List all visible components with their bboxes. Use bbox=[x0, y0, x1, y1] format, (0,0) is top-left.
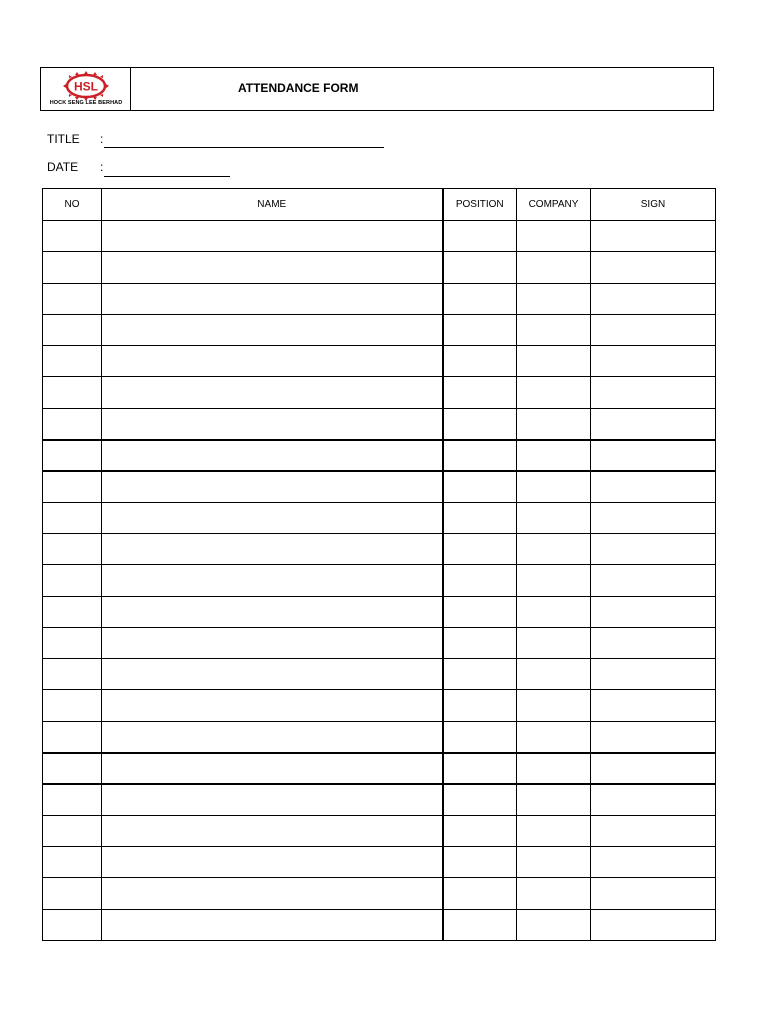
cell-position[interactable] bbox=[443, 252, 517, 283]
cell-no[interactable] bbox=[43, 565, 102, 596]
title-input-line[interactable] bbox=[104, 147, 384, 148]
cell-name[interactable] bbox=[102, 753, 443, 784]
cell-no[interactable] bbox=[43, 690, 102, 721]
cell-position[interactable] bbox=[443, 471, 517, 502]
cell-no[interactable] bbox=[43, 627, 102, 658]
table-row bbox=[43, 283, 716, 314]
cell-no[interactable] bbox=[43, 346, 102, 377]
col-header-no: NO bbox=[43, 189, 102, 221]
cell-position[interactable] bbox=[443, 283, 517, 314]
cell-no[interactable] bbox=[43, 596, 102, 627]
cell-name[interactable] bbox=[102, 440, 443, 471]
table-row bbox=[43, 878, 716, 909]
cell-position[interactable] bbox=[443, 878, 517, 909]
cell-no[interactable] bbox=[43, 408, 102, 439]
cell-sign[interactable] bbox=[591, 440, 716, 471]
cell-sign[interactable] bbox=[591, 909, 716, 940]
col-header-position: POSITION bbox=[443, 189, 517, 221]
cell-company[interactable] bbox=[517, 909, 591, 940]
cell-company[interactable] bbox=[517, 346, 591, 377]
table-row bbox=[43, 377, 716, 408]
table-row bbox=[43, 346, 716, 377]
cell-name[interactable] bbox=[102, 408, 443, 439]
cell-name[interactable] bbox=[102, 377, 443, 408]
table-row bbox=[43, 846, 716, 877]
cell-sign[interactable] bbox=[591, 627, 716, 658]
cell-sign[interactable] bbox=[591, 314, 716, 345]
table-row bbox=[43, 909, 716, 940]
cell-company[interactable] bbox=[517, 252, 591, 283]
cell-company[interactable] bbox=[517, 815, 591, 846]
table-row bbox=[43, 627, 716, 658]
cell-sign[interactable] bbox=[591, 565, 716, 596]
cell-sign[interactable] bbox=[591, 878, 716, 909]
table-row bbox=[43, 721, 716, 752]
cell-position[interactable] bbox=[443, 221, 517, 252]
date-colon: : bbox=[100, 160, 104, 174]
cell-name[interactable] bbox=[102, 846, 443, 877]
table-header-row bbox=[43, 189, 716, 221]
cell-company[interactable] bbox=[517, 502, 591, 533]
cell-sign[interactable] bbox=[591, 721, 716, 752]
cell-company[interactable] bbox=[517, 753, 591, 784]
col-header-name: NAME bbox=[102, 189, 443, 221]
cell-company[interactable] bbox=[517, 377, 591, 408]
cell-name[interactable] bbox=[102, 878, 443, 909]
cell-position[interactable] bbox=[443, 377, 517, 408]
cell-sign[interactable] bbox=[591, 753, 716, 784]
form-header bbox=[40, 67, 714, 111]
cell-company[interactable] bbox=[517, 565, 591, 596]
title-colon: : bbox=[100, 132, 104, 146]
cell-sign[interactable] bbox=[591, 596, 716, 627]
cell-position[interactable] bbox=[443, 502, 517, 533]
cell-sign[interactable] bbox=[591, 815, 716, 846]
cell-position[interactable] bbox=[443, 721, 517, 752]
cell-position[interactable] bbox=[443, 314, 517, 345]
cell-company[interactable] bbox=[517, 784, 591, 815]
cell-company[interactable] bbox=[517, 440, 591, 471]
cell-sign[interactable] bbox=[591, 283, 716, 314]
cell-sign[interactable] bbox=[591, 846, 716, 877]
cell-sign[interactable] bbox=[591, 690, 716, 721]
table-row bbox=[43, 690, 716, 721]
cell-name[interactable] bbox=[102, 784, 443, 815]
date-input-line[interactable] bbox=[104, 176, 230, 177]
cell-name[interactable] bbox=[102, 533, 443, 564]
cell-name[interactable] bbox=[102, 909, 443, 940]
table-row bbox=[43, 440, 716, 471]
table-row bbox=[43, 502, 716, 533]
cell-no[interactable] bbox=[43, 283, 102, 314]
cell-no[interactable] bbox=[43, 440, 102, 471]
table-row bbox=[43, 784, 716, 815]
cell-sign[interactable] bbox=[591, 252, 716, 283]
cell-sign[interactable] bbox=[591, 221, 716, 252]
cell-sign[interactable] bbox=[591, 533, 716, 564]
cell-company[interactable] bbox=[517, 221, 591, 252]
cell-no[interactable] bbox=[43, 471, 102, 502]
table-row bbox=[43, 533, 716, 564]
table-row bbox=[43, 314, 716, 345]
table-row bbox=[43, 565, 716, 596]
table-row bbox=[43, 252, 716, 283]
table-row bbox=[43, 596, 716, 627]
cell-position[interactable] bbox=[443, 346, 517, 377]
cell-position[interactable] bbox=[443, 753, 517, 784]
cell-sign[interactable] bbox=[591, 784, 716, 815]
cell-name[interactable] bbox=[102, 565, 443, 596]
cell-no[interactable] bbox=[43, 377, 102, 408]
cell-no[interactable] bbox=[43, 314, 102, 345]
logo-text: HSL bbox=[74, 79, 98, 94]
cell-company[interactable] bbox=[517, 878, 591, 909]
cell-company[interactable] bbox=[517, 533, 591, 564]
col-header-sign: SIGN bbox=[591, 189, 716, 221]
cell-no[interactable] bbox=[43, 533, 102, 564]
cell-name[interactable] bbox=[102, 346, 443, 377]
cell-company[interactable] bbox=[517, 596, 591, 627]
company-caption: HOCK SENG LEE BERHAD bbox=[49, 100, 123, 106]
cell-name[interactable] bbox=[102, 659, 443, 690]
table-row bbox=[43, 753, 716, 784]
table-row bbox=[43, 408, 716, 439]
cell-no[interactable] bbox=[43, 659, 102, 690]
cell-name[interactable] bbox=[102, 502, 443, 533]
table-row bbox=[43, 471, 716, 502]
cell-position[interactable] bbox=[443, 627, 517, 658]
table-row bbox=[43, 815, 716, 846]
table-row bbox=[43, 659, 716, 690]
cell-company[interactable] bbox=[517, 721, 591, 752]
cell-no[interactable] bbox=[43, 815, 102, 846]
cell-position[interactable] bbox=[443, 565, 517, 596]
hsl-logo-icon bbox=[63, 71, 109, 101]
cell-company[interactable] bbox=[517, 408, 591, 439]
cell-no[interactable] bbox=[43, 784, 102, 815]
cell-name[interactable] bbox=[102, 283, 443, 314]
cell-position[interactable] bbox=[443, 659, 517, 690]
cell-no[interactable] bbox=[43, 252, 102, 283]
cell-no[interactable] bbox=[43, 878, 102, 909]
cell-position[interactable] bbox=[443, 815, 517, 846]
cell-sign[interactable] bbox=[591, 346, 716, 377]
cell-name[interactable] bbox=[102, 221, 443, 252]
cell-name[interactable] bbox=[102, 252, 443, 283]
cell-no[interactable] bbox=[43, 502, 102, 533]
cell-no[interactable] bbox=[43, 909, 102, 940]
table-row bbox=[43, 221, 716, 252]
cell-name[interactable] bbox=[102, 690, 443, 721]
cell-position[interactable] bbox=[443, 596, 517, 627]
cell-company[interactable] bbox=[517, 627, 591, 658]
logo-cell bbox=[41, 68, 131, 110]
cell-name[interactable] bbox=[102, 471, 443, 502]
cell-name[interactable] bbox=[102, 596, 443, 627]
cell-position[interactable] bbox=[443, 846, 517, 877]
attendance-rows bbox=[43, 221, 716, 941]
cell-position[interactable] bbox=[443, 909, 517, 940]
cell-position[interactable] bbox=[443, 440, 517, 471]
cell-no[interactable] bbox=[43, 721, 102, 752]
cell-company[interactable] bbox=[517, 690, 591, 721]
cell-company[interactable] bbox=[517, 846, 591, 877]
col-header-company: COMPANY bbox=[517, 189, 591, 221]
attendance-table bbox=[42, 188, 716, 941]
cell-company[interactable] bbox=[517, 659, 591, 690]
cell-name[interactable] bbox=[102, 815, 443, 846]
title-label: TITLE bbox=[47, 132, 80, 146]
cell-sign[interactable] bbox=[591, 377, 716, 408]
cell-position[interactable] bbox=[443, 690, 517, 721]
cell-company[interactable] bbox=[517, 314, 591, 345]
cell-no[interactable] bbox=[43, 846, 102, 877]
cell-sign[interactable] bbox=[591, 502, 716, 533]
cell-sign[interactable] bbox=[591, 471, 716, 502]
cell-name[interactable] bbox=[102, 721, 443, 752]
cell-sign[interactable] bbox=[591, 408, 716, 439]
date-label: DATE bbox=[47, 160, 79, 174]
cell-position[interactable] bbox=[443, 533, 517, 564]
cell-name[interactable] bbox=[102, 314, 443, 345]
cell-position[interactable] bbox=[443, 408, 517, 439]
form-title: ATTENDANCE FORM bbox=[238, 81, 359, 95]
cell-no[interactable] bbox=[43, 753, 102, 784]
cell-sign[interactable] bbox=[591, 659, 716, 690]
cell-no[interactable] bbox=[43, 221, 102, 252]
cell-name[interactable] bbox=[102, 627, 443, 658]
cell-position[interactable] bbox=[443, 784, 517, 815]
cell-company[interactable] bbox=[517, 283, 591, 314]
cell-company[interactable] bbox=[517, 471, 591, 502]
